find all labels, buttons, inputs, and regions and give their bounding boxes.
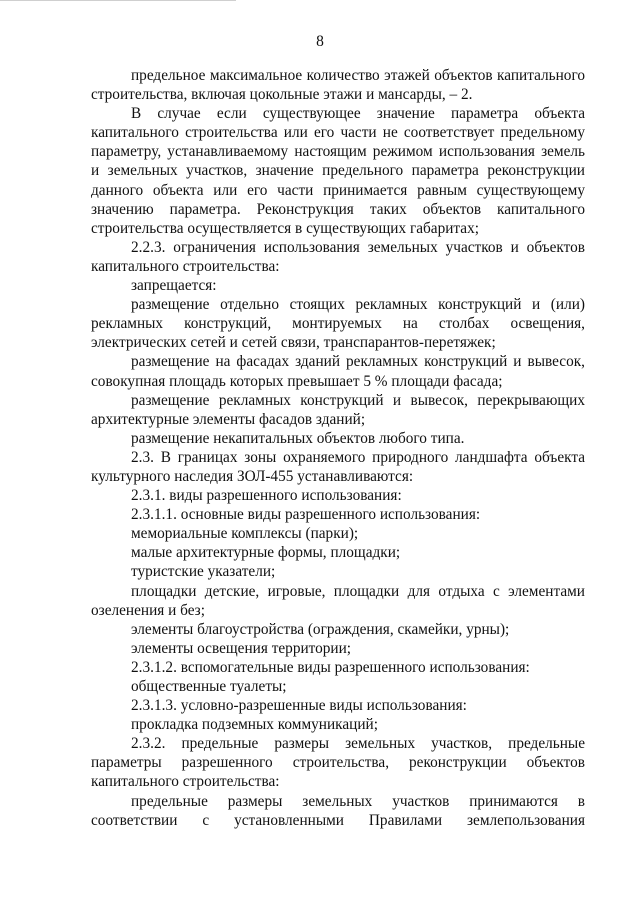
- paragraph-7: размещение рекламных конструкций и вывесок, перекрывающих архитектурные элементы фасадов зданий;: [91, 391, 585, 428]
- paragraph-19: общественные туалеты;: [131, 678, 287, 695]
- paragraph-16: элементы благоустройства (ограждения, скамейки, урны);: [131, 620, 510, 638]
- paragraph-23: предельные размеры земельных участков принимаются в соответствии с установленными Правилами землепользования: [91, 792, 585, 829]
- paragraph-20: 2.3.1.3. условно-разрешенные виды использования:: [131, 697, 467, 715]
- paragraph-3: 2.2.3. ограничения использования земельных участков и объектов капитального строительства:: [91, 238, 585, 275]
- paragraph-9: 2.3. В границах зоны охраняемого природного ландшафта объекта культурного наследия ЗОЛ-455 устанавливаются:: [91, 448, 585, 485]
- paragraph-12: мемориальные комплексы (парки);: [131, 525, 359, 543]
- paragraph-14: туристские указатели;: [131, 563, 276, 581]
- top-rule: [0, 0, 236, 1]
- paragraph-13: малые архитектурные формы, площадки;: [131, 544, 401, 562]
- paragraph-4: запрещается:: [131, 277, 217, 295]
- paragraph-8: размещение некапитальных объектов любого типа.: [131, 429, 465, 447]
- paragraph-17: элементы освещения территории;: [131, 639, 352, 657]
- paragraph-22: 2.3.2. предельные размеры земельных участков, предельные параметры разрешенного строительства, реконструкции объектов капитального строительства:: [91, 735, 585, 791]
- paragraph-2: В случае если существующее значение параметра объекта капитального строительства или его части не соответствует предельному параметру, устанавливаемому настоящим режимом использования земель и земельных участков, значение предельного параметра реконструкции данного объекта или его части принимается равным существующему значению параметра. Реконструкция таких объектов капитального строительства осуществляется в существующих габаритах;: [91, 105, 585, 237]
- paragraph-1: предельное максимальное количество этажей объектов капитального строительства, включая цокольные этажи и мансарды, – 2.: [91, 67, 585, 104]
- page-number: 8: [316, 33, 324, 50]
- paragraph-21: прокладка подземных коммуникаций;: [131, 716, 378, 734]
- document-body: [91, 66, 585, 830]
- paragraph-6: размещение на фасадах зданий рекламных конструкций и вывесок, совокупная площадь которых превышает 5 % площади фасада;: [91, 353, 585, 390]
- paragraph-10: 2.3.1. виды разрешенного использования:: [131, 487, 402, 505]
- paragraph-15: площадки детские, игровые, площадки для отдыха с элементами озеленения и без;: [91, 582, 585, 619]
- paragraph-5: размещение отдельно стоящих рекламных конструкций и (или) рекламных конструкций, монтируемых на столбах освещения, электрических сетей и сетей связи, транспарантов-перетяжек;: [91, 296, 585, 352]
- paragraph-18: 2.3.1.2. вспомогательные виды разрешенного использования:: [131, 658, 530, 676]
- paragraph-11: 2.3.1.1. основные виды разрешенного использования:: [131, 506, 481, 524]
